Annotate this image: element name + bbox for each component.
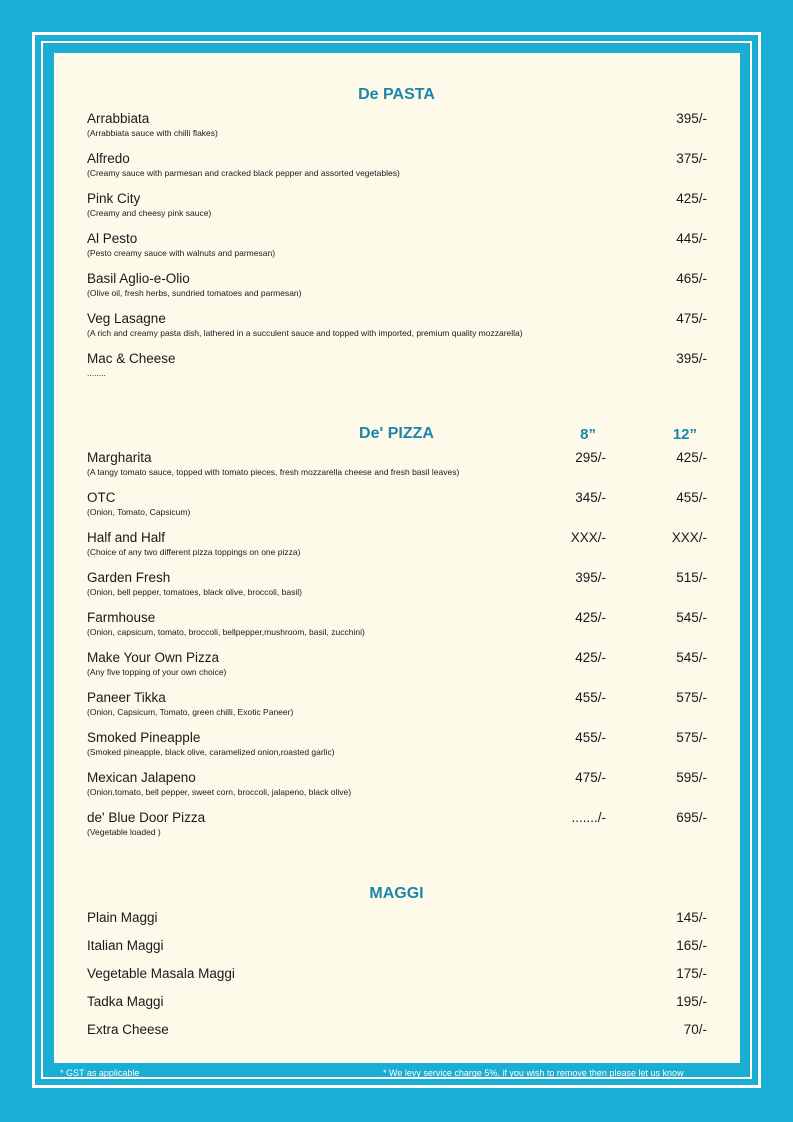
item-price: 465/- [676,271,707,286]
item-name: Garden Fresh [87,570,171,585]
item-description: (Onion, Tomato, Capsicum) [87,507,191,517]
pizza-item [87,530,707,558]
item-price-large: 545/- [676,650,707,665]
maggi-item [87,966,707,982]
maggi-item [87,1022,707,1038]
item-name: Mexican Jalapeno [87,770,196,785]
item-price-small: 475/- [575,770,606,785]
item-description: (Creamy and cheesy pink sauce) [87,208,212,218]
item-name: Vegetable Masala Maggi [87,966,235,981]
item-price-large: 455/- [676,490,707,505]
pizza-item [87,610,707,638]
item-price-small: 425/- [575,650,606,665]
item-price-small: 295/- [575,450,606,465]
item-price: 375/- [676,151,707,166]
item-price-small: 425/- [575,610,606,625]
pizza-item [87,490,707,518]
maggi-section-title: MAGGI [369,885,424,902]
menu-page [54,53,740,1063]
item-name: Half and Half [87,530,166,545]
item-name: Smoked Pineapple [87,730,201,745]
item-name: Alfredo [87,151,130,166]
item-price-large: 545/- [676,610,707,625]
item-price: 395/- [676,111,707,126]
item-price: 70/- [683,1022,707,1037]
pizza-item [87,690,707,718]
pasta-item [87,351,707,379]
item-price-small: 345/- [575,490,606,505]
item-price-large: 575/- [676,690,707,705]
pasta-item [87,311,707,339]
item-name: Veg Lasagne [87,311,166,326]
item-price-large: XXX/- [671,530,707,545]
item-name: Plain Maggi [87,910,158,925]
item-name: Paneer Tikka [87,690,166,705]
item-description: (Choice of any two different pizza toppings on one pizza) [87,547,301,557]
item-price: 395/- [676,351,707,366]
item-price-small: ......./- [571,810,606,825]
service-charge-note: * We levy service charge 5%, if you wish to remove then please let us know [383,1068,684,1078]
item-price-large: 575/- [676,730,707,745]
item-price-large: 425/- [676,450,707,465]
item-description: (Olive oil, fresh herbs, sundried tomatoes and parmesan) [87,288,302,298]
item-name: Basil Aglio-e-Olio [87,271,190,286]
item-price-small: 455/- [575,690,606,705]
pasta-item [87,111,707,139]
pasta-item [87,151,707,179]
pizza-section-title: De' PIZZA [359,425,434,442]
pizza-item [87,730,707,758]
item-description: (Arrabbiata sauce with chilli flakes) [87,128,218,138]
maggi-item [87,910,707,926]
pizza-item [87,570,707,598]
item-price-large: 595/- [676,770,707,785]
item-description: (Pesto creamy sauce with walnuts and parmesan) [87,248,276,258]
item-name: Pink City [87,191,141,206]
item-name: de' Blue Door Pizza [87,810,206,825]
item-name: Al Pesto [87,231,138,246]
item-name: Extra Cheese [87,1022,169,1037]
item-name: Tadka Maggi [87,994,164,1009]
item-description: (Onion, Capsicum, Tomato, green chilli, Exotic Paneer) [87,707,294,717]
item-name: Farmhouse [87,610,156,625]
pasta-item [87,231,707,259]
gst-note: * GST as applicable [60,1068,140,1078]
pasta-item [87,191,707,219]
item-description: (Vegetable loaded ) [87,827,161,837]
item-price-small: 455/- [575,730,606,745]
pizza-item [87,450,707,478]
item-description: (Onion, capsicum, tomato, broccoli, bellpepper,mushroom, basil, zucchini) [87,627,365,637]
item-description: ........ [87,368,106,378]
pasta-section-title: De PASTA [358,86,435,103]
item-name: Mac & Cheese [87,351,176,366]
item-description: (Onion,tomato, bell pepper, sweet corn, broccoli, jalapeno, black olive) [87,787,352,797]
pizza-size-large-header: 12” [672,426,697,443]
pizza-size-small-header: 8” [580,426,596,443]
item-price: 165/- [676,938,707,953]
item-price: 445/- [676,231,707,246]
item-description: (Onion, bell pepper, tomatoes, black olive, broccoli, basil) [87,587,302,597]
item-price: 175/- [676,966,707,981]
item-description: (Any five topping of your own choice) [87,667,227,677]
item-name: Italian Maggi [87,938,164,953]
item-name: Margharita [87,450,152,465]
item-price: 475/- [676,311,707,326]
pizza-item [87,770,707,798]
pasta-item [87,271,707,299]
item-price: 145/- [676,910,707,925]
item-name: Arrabbiata [87,111,150,126]
item-price-small: XXX/- [570,530,606,545]
item-price-small: 395/- [575,570,606,585]
item-description: (Smoked pineapple, black olive, caramelized onion,roasted garlic) [87,747,335,757]
item-name: Make Your Own Pizza [87,650,220,665]
item-name: OTC [87,490,116,505]
item-description: (A tangy tomato sauce, topped with tomato pieces, fresh mozzarella cheese and fresh basil leaves) [87,467,460,477]
pizza-item [87,650,707,678]
item-description: (A rich and creamy pasta dish, lathered in a succulent sauce and topped with imported, premium quality mozzarella) [87,328,523,338]
item-price-large: 695/- [676,810,707,825]
item-price-large: 515/- [676,570,707,585]
item-price: 195/- [676,994,707,1009]
maggi-item [87,938,707,954]
item-description: (Creamy sauce with parmesan and cracked black pepper and assorted vegetables) [87,168,400,178]
maggi-item [87,994,707,1010]
pizza-item [87,810,707,838]
item-price: 425/- [676,191,707,206]
